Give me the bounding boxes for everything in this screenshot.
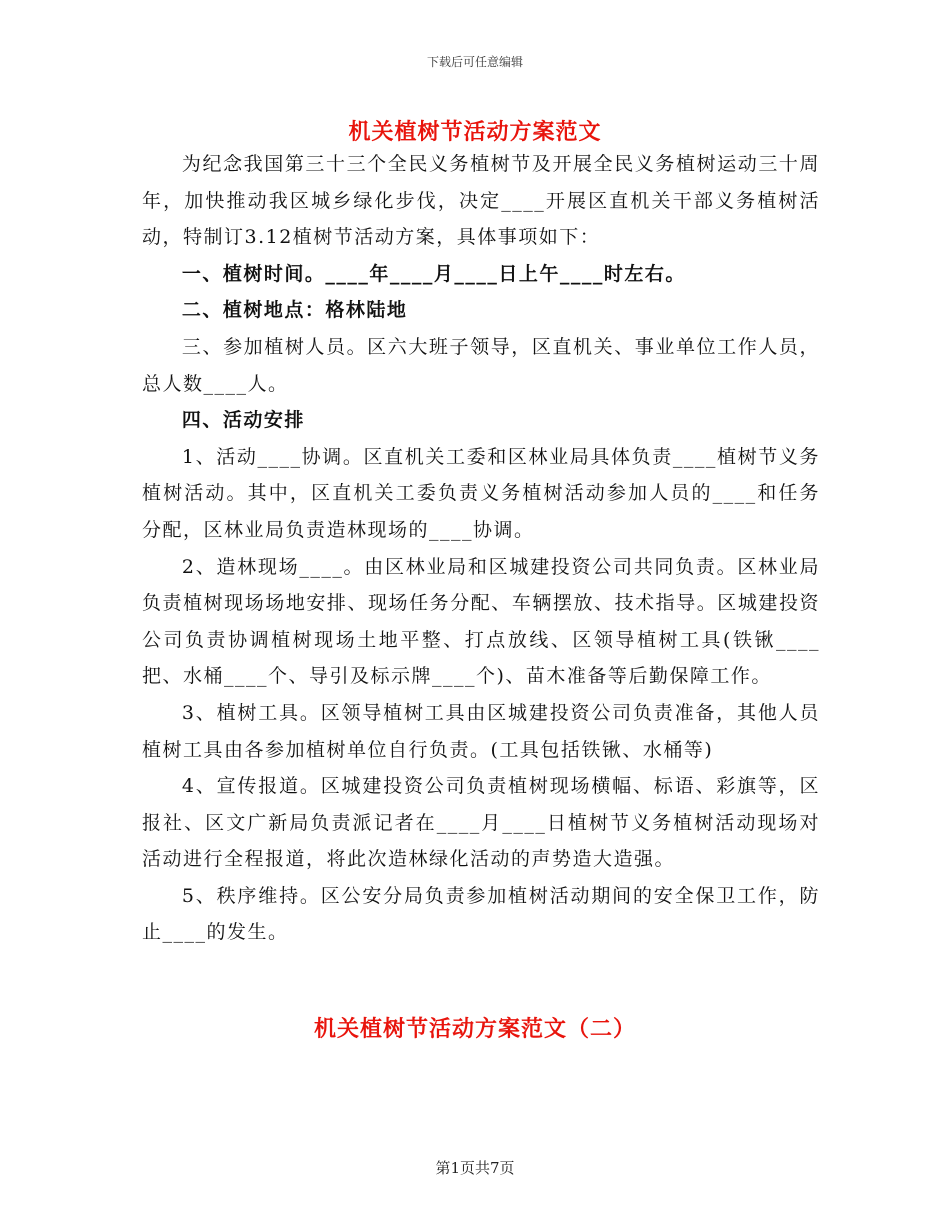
paragraph-item-3: 3、植树工具。区领导植树工具由区城建投资公司负责准备，其他人员植树工具由各参加植树单位自行负责。(工具包括铁锹、水桶等) bbox=[142, 701, 820, 761]
document-body bbox=[142, 146, 820, 951]
paragraph-item-4: 4、宣传报道。区城建投资公司负责植树现场横幅、标语、彩旗等，区报社、区文广新局负责派记者在____月____日植树节义务植树活动现场对活动进行全程报道，将此次造林绿化活动的声势造大造强。 bbox=[142, 775, 820, 871]
document-title-2: 机关植树节活动方案范文（二） bbox=[313, 1016, 636, 1042]
section-heading-location: 二、植树地点：格林陆地 bbox=[181, 299, 408, 322]
paragraph-item-5: 5、秩序维持。区公安分局负责参加植树活动期间的安全保卫工作，防止____的发生。 bbox=[142, 884, 820, 944]
page-number: 第1页共7页 bbox=[435, 1159, 515, 1177]
header-note: 下载后可任意编辑 bbox=[426, 55, 523, 69]
document-title: 机关植树节活动方案范文 bbox=[348, 119, 602, 145]
paragraph-item-2: 2、造林现场____。由区林业局和区城建投资公司共同负责。区林业局负责植树现场场地安排、现场任务分配、车辆摆放、技术指导。区城建投资公司负责协调植树现场土地平整、打点放线、区领导植树工具(铁锹____把、水桶____个、导引及标示牌____个)、苗木准备等后勤保障工作。 bbox=[142, 555, 820, 688]
section-heading-arrangement: 四、活动安排 bbox=[181, 409, 305, 432]
paragraph-intro: 为纪念我国第三十三个全民义务植树节及开展全民义务植树运动三十周年，加快推动我区城乡绿化步伐，决定____开展区直机关干部义务植树活动，特制订3.12植树节活动方案，具体事项如下： bbox=[142, 153, 820, 249]
section-heading-time: 一、植树时间。____年____月____日上午____时左右。 bbox=[181, 262, 686, 285]
paragraph-item-1: 1、活动____协调。区直机关工委和区林业局具体负责____植树节义务植树活动。其中，区直机关工委负责义务植树活动参加人员的____和任务分配，区林业局负责造林现场的____协调。 bbox=[142, 445, 820, 541]
paragraph-participants: 三、参加植树人员。区六大班子领导，区直机关、事业单位工作人员，总人数____人。 bbox=[142, 335, 820, 395]
